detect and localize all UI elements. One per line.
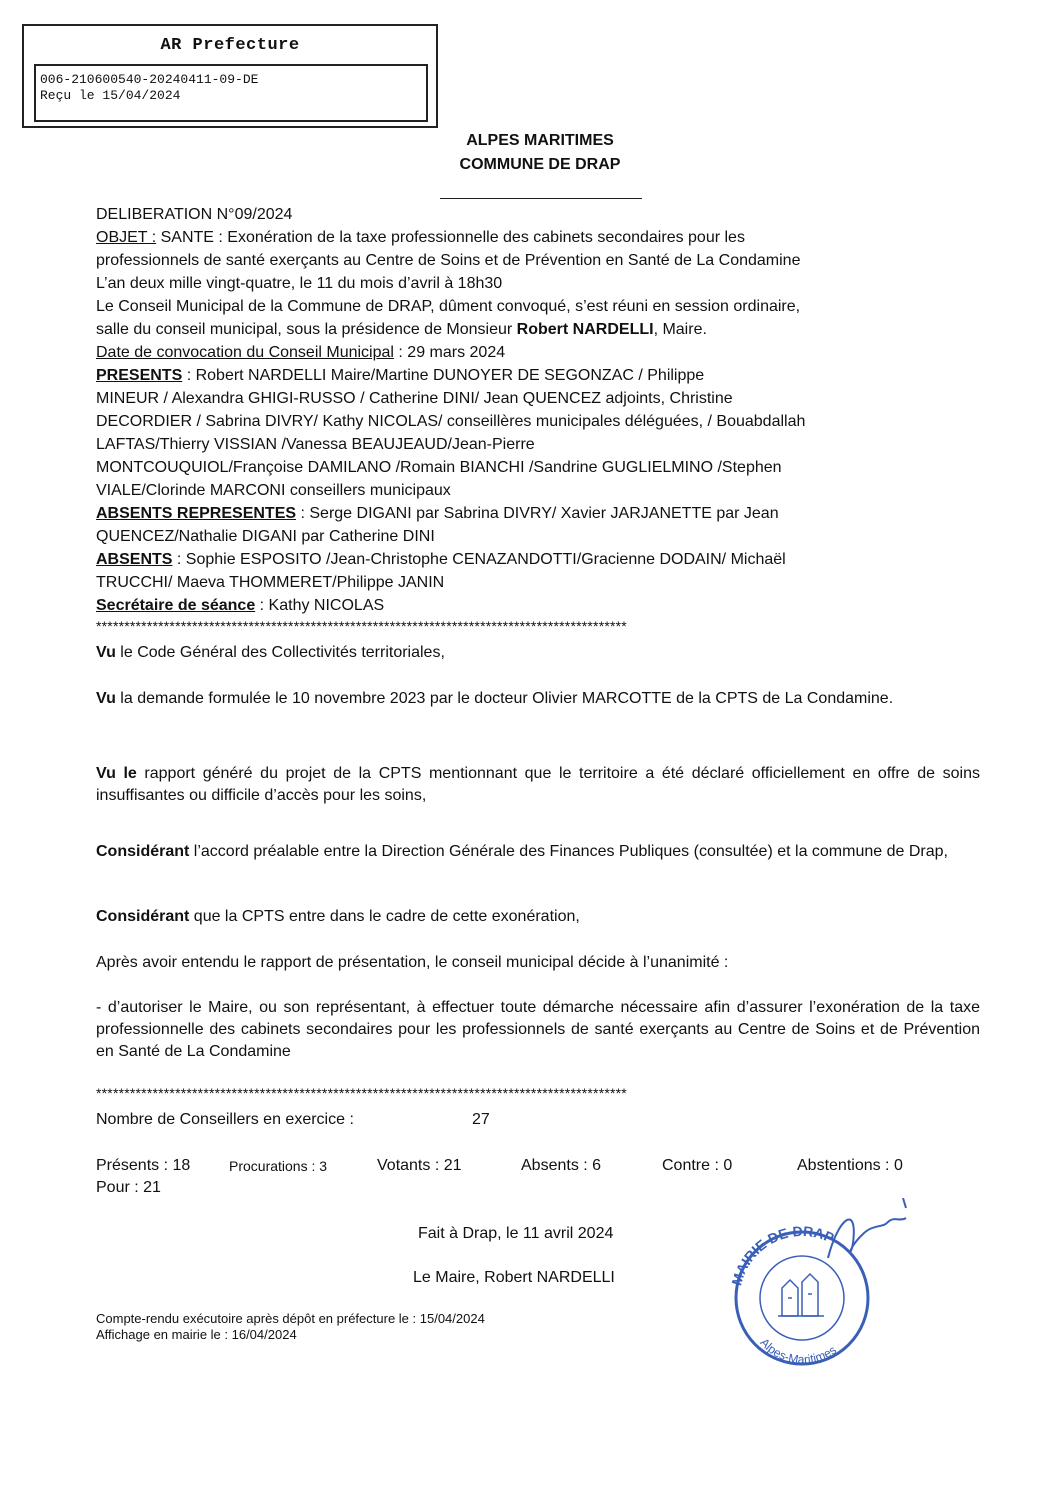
presents-line-4: LAFTAS/Thierry VISSIAN /Vanessa BEAUJEAUD/Jean-Pierre: [96, 436, 535, 453]
handwritten-signature: [828, 1218, 906, 1258]
session-date: L’an deux mille vingt-quatre, le 11 du mois d’avril à 18h30: [96, 275, 503, 292]
stamp-title: AR Prefecture: [160, 36, 300, 55]
mayor-name: Robert NARDELLI: [516, 321, 654, 338]
mairie-seal-stamp: [718, 1198, 918, 1368]
presents-label: PRESENTS: [96, 367, 183, 384]
considerant-paragraph-2: Considérant que la CPTS entre dans le cadre de cette exonération,: [96, 908, 580, 925]
stamp-received-date: Reçu le 15/04/2024: [40, 88, 181, 103]
absents-label: ABSENTS: [96, 551, 173, 568]
seal-bottom-text: Alpes-Maritimes: [757, 1335, 839, 1367]
conseillers-count-label: Nombre de Conseillers en exercice :: [96, 1111, 354, 1128]
apres-paragraph: Après avoir entendu le rapport de présentation, le conseil municipal décide à l’unanimité :: [96, 954, 729, 971]
signature-tick: [903, 1198, 906, 1208]
vote-abstentions: Abstentions : 0: [797, 1157, 903, 1174]
objet-line-1: OBJET : SANTE : Exonération de la taxe professionnelle des cabinets secondaires pour les: [96, 229, 745, 246]
secretary-label: Secrétaire de séance: [96, 597, 256, 614]
conseil-line-1: Le Conseil Municipal de la Commune de DRAP, dûment convoqué, s’est réuni en session ordinaire,: [96, 298, 801, 315]
objet-label: OBJET :: [96, 229, 157, 246]
stamp-reference: 006-210600540-20240411-09-DE: [40, 72, 259, 87]
vote-contre: Contre : 0: [662, 1157, 733, 1174]
convocation-date: Date de convocation du Conseil Municipal : 29 mars 2024: [96, 344, 506, 361]
affichage-line: Affichage en mairie le : 16/04/2024: [96, 1327, 297, 1342]
conseil-line-2: salle du conseil municipal, sous la présidence de Monsieur Robert NARDELLI, Maire.: [96, 321, 707, 338]
presents-line-5: MONTCOUQUIOL/Françoise DAMILANO /Romain BIANCHI /Sandrine GUGLIELMINO /Stephen: [96, 459, 782, 476]
header-divider: [440, 198, 642, 199]
considerant-paragraph-1: Considérant l’accord préalable entre la Direction Générale des Finances Publiques (consultée) et la commune de Drap,: [96, 843, 948, 860]
fait-a-drap: Fait à Drap, le 11 avril 2024: [418, 1225, 614, 1242]
separator-stars-top: **********************************************************************************************: [96, 618, 627, 634]
conseillers-count-value: 27: [472, 1111, 490, 1128]
seal-top-text: MAIRIE DE DRAP: [728, 1222, 837, 1288]
separator-stars-bottom: **********************************************************************************************: [96, 1085, 627, 1101]
prefecture-stamp: [22, 24, 438, 128]
objet-line-2: professionnels de santé exerçants au Centre de Soins et de Prévention en Santé de La Condamine: [96, 252, 801, 269]
deliberation-number: DELIBERATION N°09/2024: [96, 206, 293, 223]
presents-line-6: VIALE/Clorinde MARCONI conseillers municipaux: [96, 482, 451, 499]
absents-represented-line-2: QUENCEZ/Nathalie DIGANI par Catherine DINI: [96, 528, 435, 545]
commune-heading: COMMUNE DE DRAP: [459, 156, 621, 173]
stamp-details: [34, 64, 428, 122]
compte-rendu-line: Compte-rendu exécutoire après dépôt en préfecture le : 15/04/2024: [96, 1311, 485, 1326]
presents-line-2: MINEUR / Alexandra GHIGI-RUSSO / Catherine DINI/ Jean QUENCEZ adjoints, Christine: [96, 390, 733, 407]
presents-line-1: PRESENTS : Robert NARDELLI Maire/Martine DUNOYER DE SEGONZAC / Philippe: [96, 367, 705, 384]
maire-signature-line: Le Maire, Robert NARDELLI: [413, 1269, 615, 1286]
vu-paragraph-1: Vu le Code Général des Collectivités territoriales,: [96, 644, 445, 661]
absents-line-1: ABSENTS : Sophie ESPOSITO /Jean-Christophe CENAZANDOTTI/Gracienne DODAIN/ Michaël: [96, 551, 786, 568]
absents-represented-label: ABSENTS REPRESENTES: [96, 505, 297, 522]
vote-presents: Présents : 18: [96, 1157, 191, 1174]
vote-votants: Votants : 21: [377, 1157, 462, 1174]
vote-procurations: Procurations : 3: [229, 1158, 328, 1174]
decision-paragraph: - d’autoriser le Maire, ou son représentant, à effectuer toute démarche nécessaire afin d’assurer l’exonération de la taxe professionnelle des cabinets secondaires pour les professionnels de santé exerçants au Centre de Soins et de Prévention en Santé de La Condamine: [96, 999, 980, 1060]
secretary-line: Secrétaire de séance : Kathy NICOLAS: [96, 597, 385, 614]
vu-paragraph-2: Vu la demande formulée le 10 novembre 2023 par le docteur Olivier MARCOTTE de la CPTS de La Condamine.: [96, 690, 894, 707]
vote-absents: Absents : 6: [521, 1157, 602, 1174]
vote-pour: Pour : 21: [96, 1179, 161, 1196]
absents-line-2: TRUCCHI/ Maeva THOMMERET/Philippe JANIN: [96, 574, 445, 591]
department-heading: ALPES MARITIMES: [466, 132, 614, 149]
seal-emblem: [778, 1274, 824, 1316]
absents-represented-line-1: ABSENTS REPRESENTES : Serge DIGANI par Sabrina DIVRY/ Xavier JARJANETTE par Jean: [96, 505, 779, 522]
presents-line-3: DECORDIER / Sabrina DIVRY/ Kathy NICOLAS/ conseillères municipales déléguées, / Bouabdallah: [96, 413, 806, 430]
vu-paragraph-3: Vu le rapport généré du projet de la CPTS mentionnant que le territoire a été déclaré officiellement en offre de soins insuffisantes ou difficile d’accès pour les soins,: [96, 765, 981, 804]
